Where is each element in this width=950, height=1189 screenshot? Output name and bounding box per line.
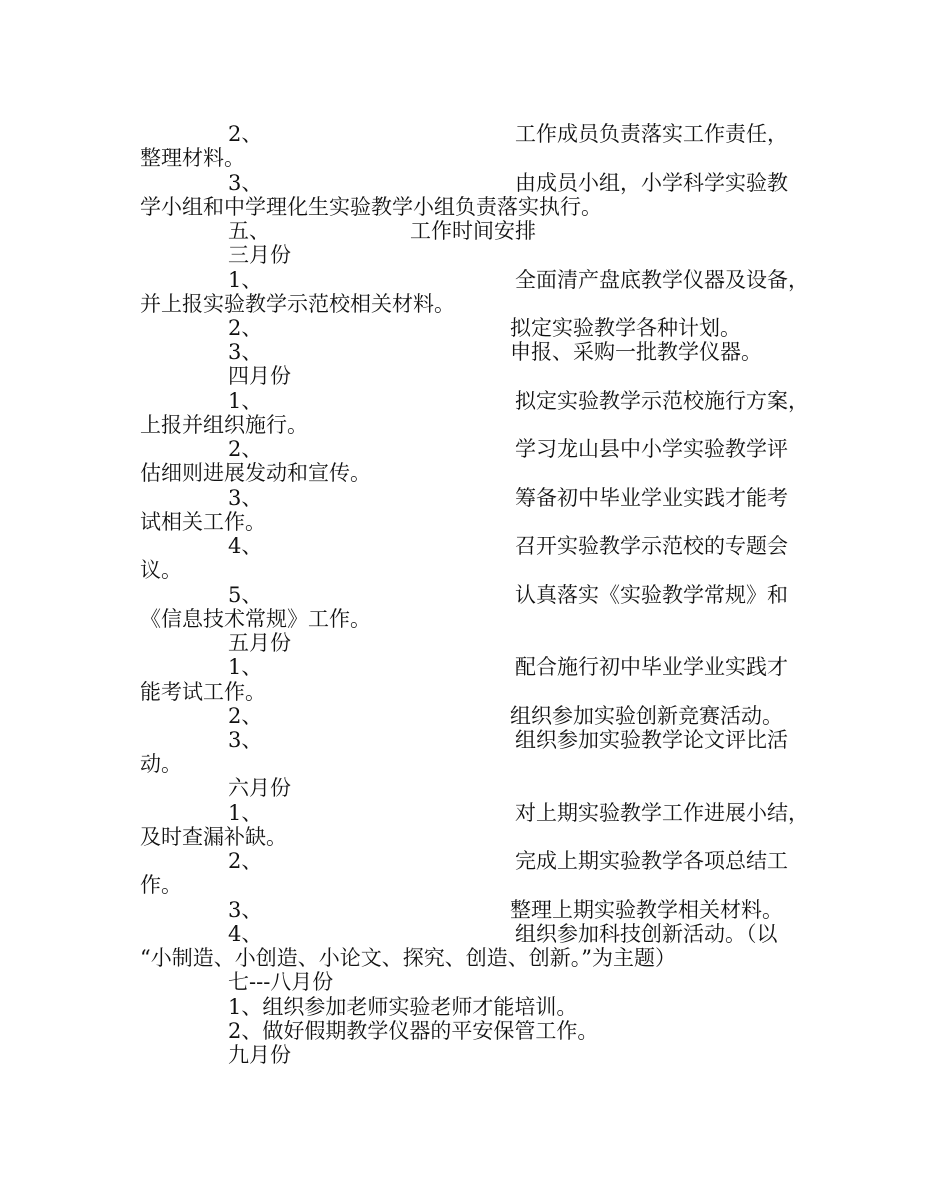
- paragraph-text: 整理上期实验教学相关材料。: [510, 898, 783, 922]
- paragraph-text: 学习龙山县中小学实验教学评: [515, 437, 788, 461]
- list-number: 3、: [228, 171, 263, 195]
- paragraph-text: 2、做好假期教学仪器的平安保管工作。: [228, 1019, 599, 1043]
- paragraph-text: 能考试工作。: [140, 680, 266, 704]
- paragraph-text: 拟定实验教学示范校施行方案，: [515, 389, 809, 413]
- paragraph-text: 《信息技术常规》工作。: [140, 607, 371, 631]
- paragraph-text: 学小组和中学理化生实验教学小组负责落实执行。: [140, 195, 602, 219]
- list-number: 4、: [228, 922, 263, 946]
- list-number: 2、: [228, 437, 263, 461]
- month-heading: 九月份: [228, 1043, 291, 1067]
- list-number: 3、: [228, 486, 263, 510]
- paragraph-text: 试相关工作。: [140, 510, 266, 534]
- paragraph-text: 拟定实验教学各种计划。: [510, 316, 741, 340]
- paragraph-text: 对上期实验教学工作进展小结，: [515, 801, 809, 825]
- list-number: 2、: [228, 122, 263, 146]
- paragraph-text: 认真落实《实验教学常规》和: [515, 583, 788, 607]
- month-heading: 七---八月份: [228, 970, 334, 994]
- paragraph-text: 及时查漏补缺。: [140, 825, 287, 849]
- paragraph-text: 整理材料。: [140, 146, 245, 170]
- paragraph-text: 筹备初中毕业学业实践才能考: [515, 486, 788, 510]
- section-number: 五、: [228, 219, 270, 243]
- month-heading: 四月份: [228, 364, 291, 388]
- list-number: 2、: [228, 316, 263, 340]
- list-number: 1、: [228, 389, 263, 413]
- paragraph-text: 组织参加实验教学论文评比活: [515, 728, 788, 752]
- section-heading: 工作时间安排: [410, 219, 536, 243]
- paragraph-text: 工作成员负责落实工作责任，: [515, 122, 788, 146]
- paragraph-text: 组织参加实验创新竞赛活动。: [510, 704, 783, 728]
- list-number: 4、: [228, 534, 263, 558]
- month-heading: 五月份: [228, 631, 291, 655]
- paragraph-text: 作。: [140, 873, 182, 897]
- paragraph-text: 1、组织参加老师实验老师才能培训。: [228, 995, 578, 1019]
- month-heading: 三月份: [228, 243, 291, 267]
- list-number: 2、: [228, 704, 263, 728]
- list-number: 5、: [228, 583, 263, 607]
- paragraph-text: 估细则进展发动和宣传。: [140, 461, 371, 485]
- paragraph-text: 动。: [140, 752, 182, 776]
- list-number: 1、: [228, 655, 263, 679]
- paragraph-text: 申报、采购一批教学仪器。: [510, 340, 762, 364]
- list-number: 1、: [228, 268, 263, 292]
- list-number: 3、: [228, 898, 263, 922]
- paragraph-text: 全面清产盘底教学仪器及设备，: [515, 268, 809, 292]
- paragraph-text: 组织参加科技创新活动。（以: [515, 922, 778, 946]
- paragraph-text: 配合施行初中毕业学业实践才: [515, 655, 788, 679]
- list-number: 2、: [228, 849, 263, 873]
- paragraph-text: 召开实验教学示范校的专题会: [515, 534, 788, 558]
- list-number: 3、: [228, 340, 263, 364]
- paragraph-text: “小制造、小创造、小论文、探究、创造、创新。”为主题）: [140, 946, 676, 970]
- month-heading: 六月份: [228, 776, 291, 800]
- list-number: 3、: [228, 728, 263, 752]
- paragraph-text: 上报并组织施行。: [140, 413, 308, 437]
- paragraph-text: 议。: [140, 558, 182, 582]
- paragraph-text: 并上报实验教学示范校相关材料。: [140, 292, 455, 316]
- paragraph-text: 由成员小组，小学科学实验教: [515, 171, 788, 195]
- list-number: 1、: [228, 801, 263, 825]
- paragraph-text: 完成上期实验教学各项总结工: [515, 849, 788, 873]
